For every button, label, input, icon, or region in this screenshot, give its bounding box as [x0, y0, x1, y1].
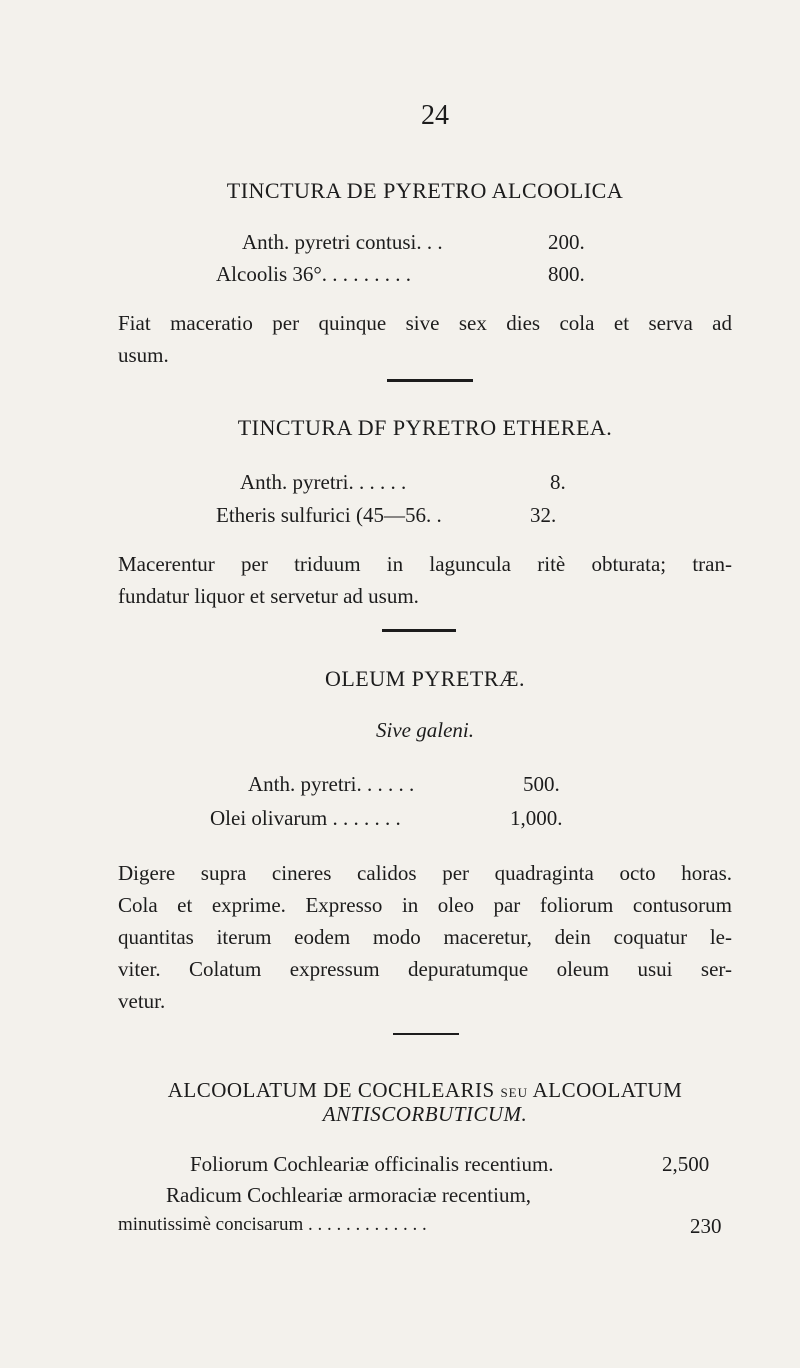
instruction-paragraph — [118, 307, 732, 371]
section-subtitle: Sive galeni. — [376, 718, 474, 742]
instruction-paragraph — [118, 857, 732, 1017]
paragraph-line: viter. Colatum expressum depuratumque oleum usui ser- — [118, 957, 732, 981]
section-divider — [387, 379, 473, 382]
section-divider — [393, 1033, 459, 1035]
paragraph-line: Digere supra cineres calidos per quadraginta octo horas. — [118, 861, 732, 885]
recipe-quantity: 2,500 — [662, 1152, 710, 1176]
recipe-item: Etheris sulfurici (45—56. . — [216, 503, 442, 527]
recipe-quantity: 8. — [550, 470, 566, 494]
section-title-alcoolatum — [0, 1078, 800, 1103]
page-number: 24 — [421, 100, 449, 131]
recipe-item: Radicum Cochleariæ armoraciæ recentium, — [166, 1183, 532, 1207]
paragraph-line: usum. — [118, 343, 169, 367]
section-title-antiscorbuticum: ANTISCORBUTICUM. — [322, 1102, 528, 1126]
recipe-quantity: 1,000. — [510, 806, 563, 830]
recipe-quantity: 500. — [523, 772, 560, 796]
paragraph-line: vetur. — [118, 989, 166, 1013]
recipe-item: Alcoolis 36°. . . . . . . . . — [216, 262, 412, 286]
section-title-oleum: OLEUM PYRETRÆ. — [324, 666, 526, 691]
paragraph-line: Cola et exprime. Expresso in oleo par foliorum contusorum — [118, 893, 732, 917]
recipe-quantity: 32. — [530, 503, 557, 527]
recipe-quantity: 230 — [690, 1214, 722, 1238]
recipe-item: Anth. pyretri. . . . . . — [240, 470, 407, 494]
title-part: ALCOOLATUM DE COCHLEARIS — [167, 1078, 495, 1102]
title-part: ALCOOLATUM — [532, 1078, 683, 1102]
paragraph-line: fundatur liquor et servetur ad usum. — [118, 584, 419, 608]
recipe-item: minutissimè concisarum . . . . . . . . . . . . . — [118, 1214, 427, 1235]
recipe-quantity: 200. — [548, 230, 585, 254]
recipe-quantity: 800. — [548, 262, 585, 286]
paragraph-line: Macerentur per triduum in laguncula ritè obturata; tran- — [118, 552, 732, 576]
section-divider — [382, 629, 456, 632]
title-conjunction: SEU — [500, 1085, 529, 1100]
recipe-item: Foliorum Cochleariæ officinalis recentium. — [190, 1152, 554, 1176]
recipe-item: Olei olivarum . . . . . . . — [210, 806, 401, 830]
recipe-item: Anth. pyretri contusi. . . — [242, 230, 443, 254]
paragraph-line: quantitas iterum eodem modo maceretur, dein coquatur le- — [118, 925, 732, 949]
section-title-tinctura-etherea: TINCTURA DF PYRETRO ETHEREA. — [237, 415, 613, 440]
instruction-paragraph — [118, 548, 732, 612]
section-title-tinctura-alcoolica: TINCTURA DE PYRETRO ALCOOLICA — [226, 178, 624, 203]
recipe-item: Anth. pyretri. . . . . . — [248, 772, 415, 796]
paragraph-line: Fiat maceratio per quinque sive sex dies cola et serva ad — [118, 311, 732, 335]
